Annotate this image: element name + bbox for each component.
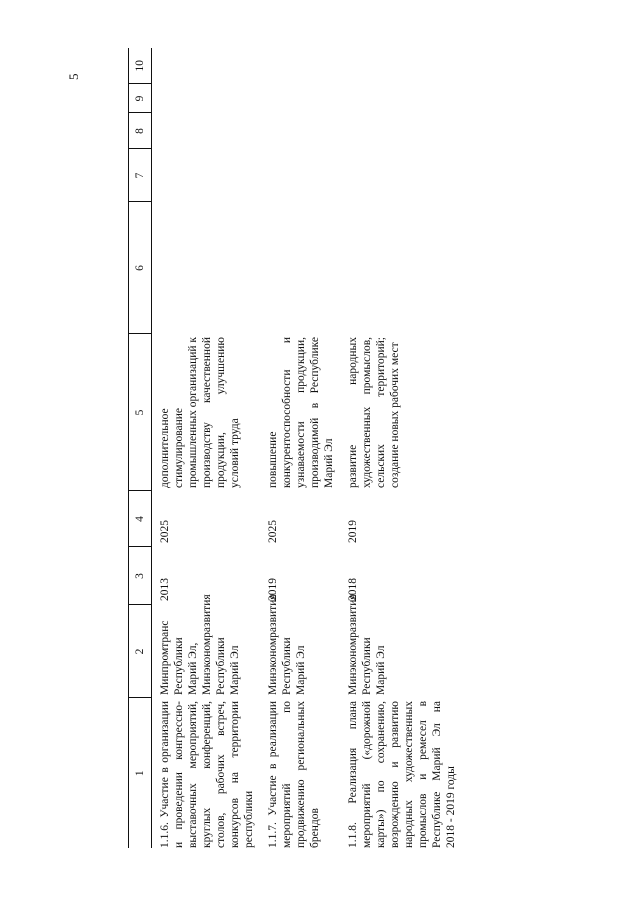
rotated-table-container	[128, 48, 638, 848]
header-cell-7: 7	[129, 149, 152, 202]
page-number: 5	[66, 73, 81, 80]
cell-8	[152, 113, 259, 149]
measure-cell: 1.1.6. Участие в организации и проведении конгрессно-выставочных мероприятий, круглых конференций, столов, рабочих встреч, конкурсов на территории республики	[159, 701, 256, 848]
cell-7	[152, 149, 259, 202]
table-header-row	[129, 48, 152, 848]
header-cell-1: 1	[129, 698, 152, 848]
cell-10	[338, 48, 460, 84]
cell-9	[152, 84, 259, 113]
start-year-cell: 2013	[159, 578, 171, 601]
cell-10	[152, 48, 259, 84]
cell-6	[338, 202, 460, 334]
end-year-cell: 2025	[159, 520, 171, 543]
end-year-cell: 2019	[347, 520, 360, 543]
cell-10	[258, 48, 338, 84]
executor-cell: Минпромтранс Республики Марий Эл, Минэкономразвития Республики Марий Эл	[159, 594, 242, 695]
start-year-cell: 2018	[347, 578, 360, 601]
cell-7	[258, 149, 338, 202]
cell-9	[338, 84, 460, 113]
measure-cell: 1.1.7. Участие в реализации мероприятий по продвижению региональных брендов	[267, 701, 322, 848]
header-cell-4: 4	[129, 491, 152, 547]
cell-8	[338, 113, 460, 149]
executor-cell: Минэкономразвития Республики Марий Эл	[347, 594, 388, 695]
result-cell: дополнительное стимулирование промышленных организаций к производству качественной продукции, улучшению условий труда	[159, 337, 242, 488]
end-year-cell: 2025	[267, 520, 280, 543]
cell-9	[258, 84, 338, 113]
table-row	[338, 48, 460, 848]
header-cell-10: 10	[129, 48, 152, 84]
header-cell-6: 6	[129, 202, 152, 334]
header-cell-8: 8	[129, 113, 152, 149]
header-cell-9: 9	[129, 84, 152, 113]
start-year-cell: 2019	[267, 578, 280, 601]
cell-7	[338, 149, 460, 202]
result-cell: развитие народных художественных промыслов, сельских территорий; создание новых рабочих мест	[347, 337, 402, 488]
measure-cell: 1.1.8. Реализация плана мероприятий («дорожной карты») по сохранению, возрождению и развитию народных художественных промыслов и ремесел в Республике Марий Эл на 2018 - 2019 годы	[347, 701, 458, 848]
executor-cell: Минэкономразвития Республики Марий Эл	[267, 594, 308, 695]
table-row	[152, 48, 259, 848]
result-cell: повышение конкурентоспособности и узнаваемости продукции, производимой в Республике Марий Эл	[267, 337, 336, 488]
cell-6	[258, 202, 338, 334]
header-cell-5: 5	[129, 334, 152, 491]
header-cell-3: 3	[129, 547, 152, 605]
table-row	[258, 48, 338, 848]
cell-8	[258, 113, 338, 149]
header-cell-2: 2	[129, 605, 152, 698]
cell-6	[152, 202, 259, 334]
program-measures-table	[128, 48, 460, 848]
